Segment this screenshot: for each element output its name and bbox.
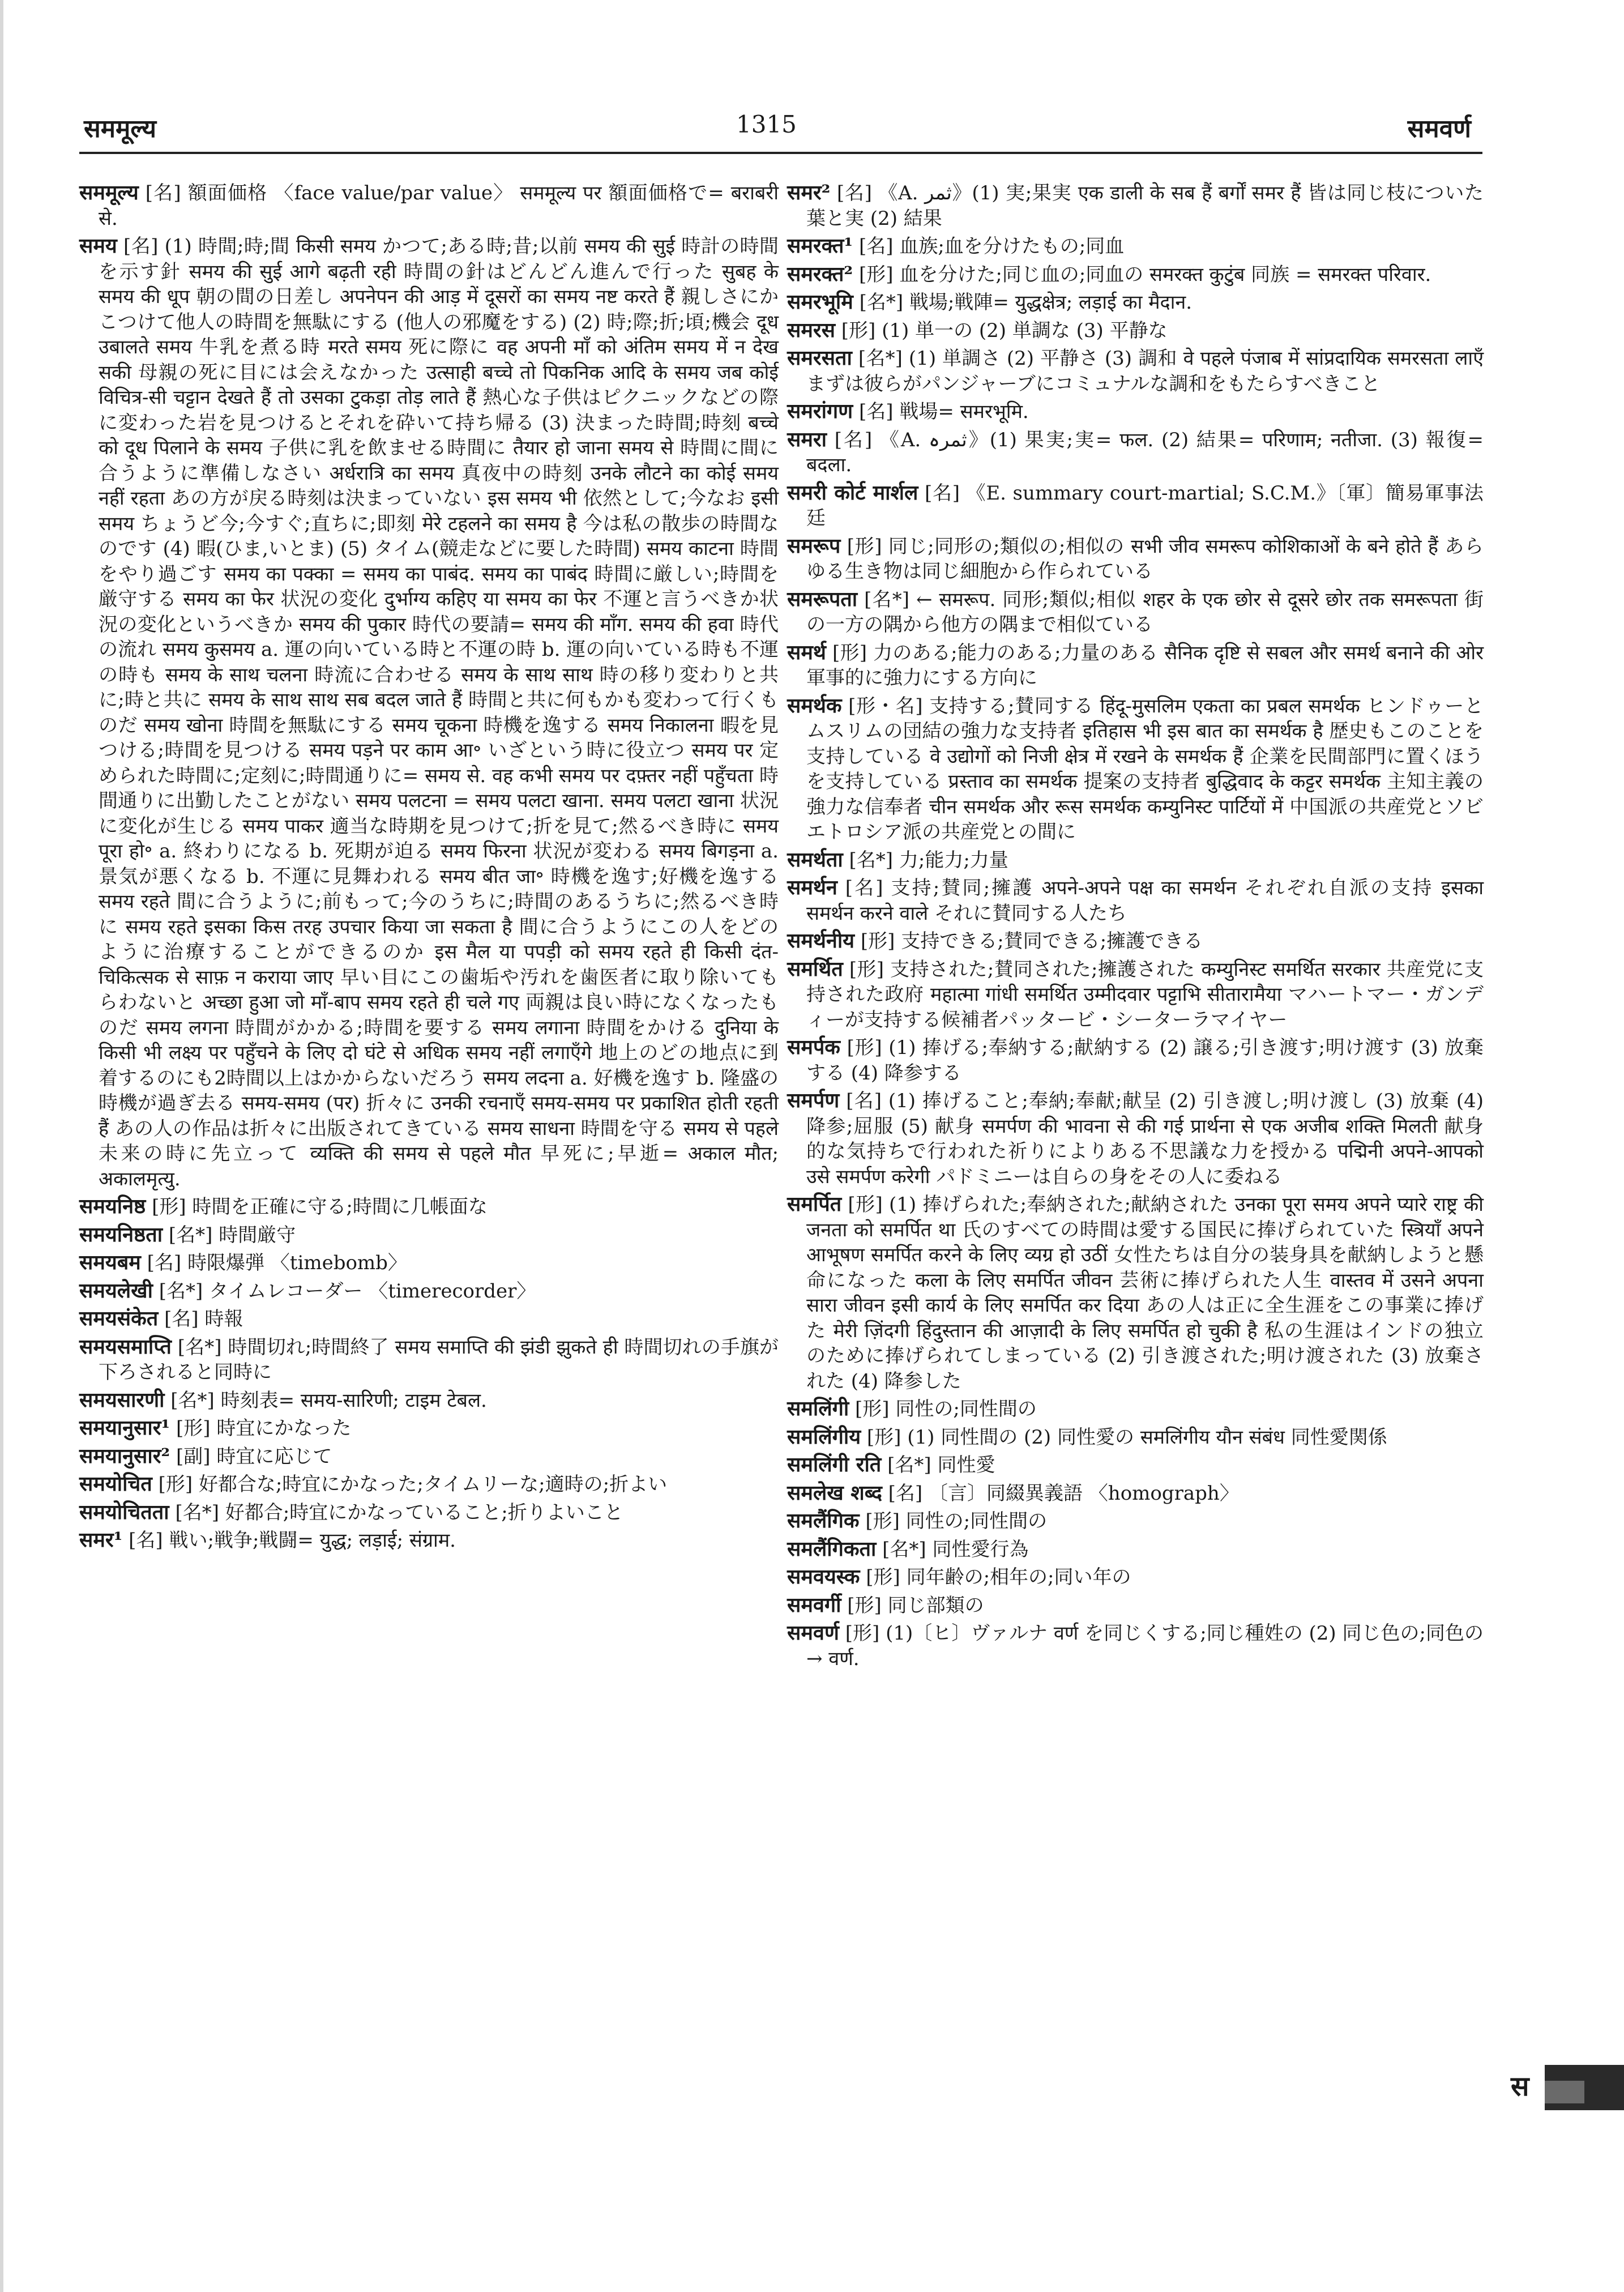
entry-part-of-speech: [形] (847, 535, 882, 558)
entry-headword: समर² (787, 181, 831, 204)
entry-part-of-speech: [形] (158, 1473, 193, 1496)
dictionary-entry (787, 847, 1484, 873)
entry-definition: 《A. ثمر》(1) 実;果実 एक डाली के सब हैं बर्गों समर हैं 皆は同じ枝についた葉と実 (2) 結果 (806, 182, 1484, 230)
entry-headword: समर्थता (787, 847, 843, 872)
entry-part-of-speech: [形] (855, 1398, 890, 1420)
entry-definition: 血族;血を分けたもの;同血 (899, 235, 1125, 258)
entry-headword: समलेख शब्द (787, 1480, 882, 1505)
dictionary-entry (787, 262, 1484, 288)
entry-headword: समलैंगिकता (787, 1536, 877, 1561)
entry-definition: 同じ部類の (887, 1594, 984, 1617)
entry-part-of-speech: [名*] (175, 1501, 219, 1524)
entry-definition: 戦い;戦争;戦闘= युद्ध; लड़ाई; संग्राम. (169, 1529, 456, 1552)
dictionary-entry (787, 480, 1484, 531)
dictionary-entry (787, 957, 1484, 1033)
entry-part-of-speech: [形] (849, 958, 884, 981)
entry-definition: 支持;賛同;擁護 अपने-अपने पक्ष का समर्थन それぞれ自派の支持 इसका समर्थन करने वाले それに賛同する人たち (806, 877, 1484, 925)
entry-headword: समयलेखी (79, 1278, 153, 1303)
entry-definition: 支持できる;賛同できる;擁護できる (901, 930, 1203, 953)
entry-headword: समयबम (79, 1250, 141, 1274)
entry-headword: समवयस्क (787, 1565, 860, 1589)
dictionary-entry (79, 1415, 779, 1441)
dictionary-entry (79, 1222, 779, 1248)
entry-definition: 同年齢の;相年の;同い年の (906, 1566, 1131, 1589)
entry-headword: समरसता (787, 346, 852, 370)
entry-definition: 《E. summary court-martial; S.C.M.》〔軍〕簡易軍事法廷 (806, 481, 1484, 530)
entry-part-of-speech: [副] (176, 1445, 211, 1468)
entry-headword: समरक्त² (787, 262, 853, 286)
entry-part-of-speech: [名] (836, 182, 872, 204)
entry-headword: समर्पक (787, 1035, 840, 1059)
entry-part-of-speech: [名] (845, 877, 883, 899)
dictionary-entry (787, 1480, 1484, 1506)
dictionary-entry (79, 1334, 779, 1385)
dictionary-entry (79, 233, 779, 1192)
entry-part-of-speech: [名*] (177, 1335, 222, 1359)
running-head-left: सममूल्य (84, 114, 156, 143)
entry-part-of-speech: [形] (847, 1594, 882, 1617)
right-column (787, 180, 1484, 1674)
entry-definition: (1) 単調さ (2) 平静さ (3) 調和 वे पहले पंजाब में सांप्रदायिक समरसता लाएँ まずは彼らがパンジャーブにコミュナルな調和をもたらすべきこと (806, 347, 1484, 395)
dictionary-entry (79, 1278, 779, 1304)
dictionary-entry (787, 289, 1484, 315)
dictionary-entry (79, 1471, 779, 1497)
entry-part-of-speech: [名*] (159, 1279, 203, 1303)
entry-part-of-speech: [形] (860, 930, 895, 953)
entry-definition: 時刻表= समय-सारिणी; टाइम टेबल. (220, 1389, 487, 1412)
entry-part-of-speech: [名] (834, 428, 873, 451)
entry-headword: समरा (787, 427, 827, 451)
dictionary-entry (787, 1192, 1484, 1394)
dictionary-entry (787, 640, 1484, 691)
entry-part-of-speech: [名*] (168, 1223, 213, 1247)
entry-headword: समलिंगी रति (787, 1453, 882, 1476)
entry-definition: 戦場= समरभूमि. (899, 400, 1029, 423)
entry-part-of-speech: [名*] (858, 347, 903, 370)
dictionary-entry (787, 399, 1484, 425)
entry-part-of-speech: [形] (866, 1566, 900, 1589)
dictionary-entry (787, 1508, 1484, 1534)
dictionary-entry (787, 1424, 1484, 1450)
dictionary-entry (787, 180, 1484, 231)
entry-headword: समरभूमि (787, 290, 853, 314)
entry-definition: 時宜に応じて (216, 1445, 332, 1468)
entry-definition: 同性愛行為 (932, 1538, 1029, 1561)
entry-definition: 同性の;同性間の (905, 1510, 1048, 1533)
entry-definition: 時宜にかなった (216, 1417, 352, 1440)
dictionary-entry (787, 1536, 1484, 1563)
dictionary-entry (79, 1527, 779, 1553)
entry-definition: 支持する;賛同する हिंदू-मुसलिम एकता का प्रबल समर्थक ヒンドゥーとムスリムの団結の強力な支持者 इतिहास भी इस बात का समर्थक है 歴史もこのことを支持している वे उद्योगों को निजी क्षेत्र में रखने के समर्थक हैं 企業を民間部門に置くほうを支持している प्रस्ताव का समर्थक 提案の支持者 बुद्धिवाद के कट्टर समर्थक 主知主義の強力な信奉者 चीन समर्थक और रूस समर्थक कम्युनिस्ट पार्टियों में 中国派の共産党とソビエトロシア派の共産党との間に (806, 694, 1484, 843)
entry-headword: समयोचित (79, 1472, 152, 1496)
entry-headword: समर्थक (787, 693, 842, 718)
entry-part-of-speech: [形] (841, 319, 876, 342)
entry-definition: (1) 同性間の (2) 同性愛の समलिंगीय यौन संबंध 同性愛関係 (907, 1425, 1387, 1449)
entry-headword: समयसारणी (79, 1388, 165, 1412)
entry-definition: (1) 捧げること;奉納;奉献;献呈 (2) 引き渡し;明け渡し (3) 放棄 (4) 降参;屈服 (5) 献身 समर्पण की भावना से की गई प्रार्थना से एक अजीब शक्ति मिलती 献身的な気持ちで行われた祈りによりある不思議な力を授かる पद्मिनी अपने-आपको उसे समर्पण करेगी パドミニーは自らの身をその人に委ねる (806, 1090, 1484, 1188)
entry-headword: समयनिष्ठता (79, 1222, 163, 1247)
entry-definition: 戦場;戦陣= युद्धक्षेत्र; लड़ाई का मैदान. (909, 291, 1193, 314)
dictionary-entry (79, 1500, 779, 1526)
entry-definition: 好都合な;時宜にかなった;タイムリーな;適時の;折よい (198, 1473, 668, 1496)
entry-definition: (1)〔ヒ〕ヴァルナ वर्ण を同じくする;同じ種姓の (2) 同じ色の;同色の→ वर्ण. (806, 1622, 1484, 1670)
entry-part-of-speech: [名] (888, 1482, 923, 1505)
entry-definition: ← समरूप. 同形;類似;相似 शहर के एक छोर से दूसरे छोर तक समरूपता 街の一方の隅から他方の隅まで相似ている (806, 588, 1484, 636)
dictionary-entry (79, 1306, 779, 1332)
entry-headword: समर¹ (79, 1528, 123, 1552)
dictionary-entry (79, 1388, 779, 1414)
entry-part-of-speech: [形] (865, 1510, 900, 1533)
thumb-index-tab (1511, 2061, 1624, 2116)
entry-definition: 力のある;能力のある;力量のある सैनिक दृष्टि से सबल और समर्थ बनाने की ओर 軍事的に強力にする方向に (806, 641, 1484, 689)
page-number: 1315 (736, 110, 797, 138)
entry-part-of-speech: [名*] (859, 291, 904, 314)
entry-definition: (1) 単一の (2) 単調な (3) 平静な (882, 319, 1168, 342)
dictionary-entry (79, 1250, 779, 1276)
entry-definition: (1) 時間;時;間 किसी समय かつて;ある時;昔;以前 समय की सुई 時計の時間を示す針 समय की सुई आगे बढ़ती रही 時間の針はどんどん進んで行った सुबह के समय की धूप 朝の間の日差し अपनेपन की आड़ में दूसरों का समय नष्ट करते हैं 親しさにかこつけて他人の時間を無駄にする (他人の邪魔をする) (2) 時;際;折;頃;機会 दूध उबालते समय 牛乳を煮る時 मरते समय 死に際に वह अपनी माँ को अंतिम समय में न देख सकी 母親の死に目には会えなかった उत्साही बच्चे तो पिकनिक आदि के समय जब कोई विचित्र-सी चट्टान देखते हैं तो उसका टुकड़ा तोड़ लाते हैं 熱心な子供はピクニックなどの際に変わった岩を見つけるとそれを砕いて持ち帰る (3) 決まった時間;時刻 बच्चे को दूध पिलाने के समय 子供に乳を飲ませる時間に तैयार हो जाना समय से 時間に間に合うように準備しなさい अर्धरात्रि का समय 真夜中の時刻 उनके लौटने का कोई समय नहीं रहता あの方が戻る時刻は決まっていない इस समय भी 依然として;今なお इसी समय ちょうど今;今すぐ;直ちに;即刻 मेरे टहलने का समय है 今は私の散歩の時間なのです (4) 暇(ひま,いとま) (5) タイム(競走などに要した時間) समय काटना 時間をやり過ごす समय का पक्का = समय का पाबंद. समय का पाबंद 時間に厳しい;時間を厳守する समय का फेर 状況の変化 दुर्भाग्य कहिए या समय का फेर 不運と言うべきか状況の変化というべきか समय की पुकार 時代の要請= समय की माँग. समय की हवा 時代の流れ समय कुसमय a. 運の向いている時と不運の時 b. 運の向いている時も不運の時も समय के साथ चलना 時流に合わせる समय के साथ साथ 時の移り変わりと共に;時と共に समय के साथ साथ सब बदल जाते हैं 時間と共に何もかも変わって行くものだ समय खोना 時間を無駄にする समय चूकना 時機を逸する समय निकालना 暇を見つける;時間を見つける समय पड़ने पर काम आ॰ いざという時に役立つ समय पर 定められた時間に;定刻に;時間通りに= समय से. वह कभी समय पर दफ़्तर नहीं पहुँचता 時間通りに出勤したことがない समय पलटना = समय पलटा खाना. समय पलटा खाना 状況に変化が生じる समय पाकर 適当な時期を見つけて;折を見て;然るべき時に समय पूरा हो॰ a. 終わりになる b. 死期が迫る समय फिरना 状況が変わる समय बिगड़ना a. 景気が悪くなる b. 不運に見舞われる समय बीत जा॰ 時機を逸す;好機を逸する समय रहते 間に合うように;前もって;今のうちに;時間のあるうちに;然るべき時に समय रहते इसका किस तरह उपचार किया जा सकता है 間に合うようにこの人をどのように治療することができるのか इस मैल या पपड़ी को समय रहते ही किसी दंत-चिकित्सक से साफ़ न कराया जाए 早い目にこの歯垢や汚れを歯医者に取り除いてもらわないと अच्छा हुआ जो माँ-बाप समय रहते ही चले गए 両親は良い時になくなったものだ समय लगना 時間がかかる;時間を要する समय लगाना 時間をかける दुनिया के किसी भी लक्ष्य पर पहुँचने के लिए दो घंटे से अधिक समय नहीं लगाएँगे 地上のどの地点に到着するのにも2時間以上はかからないだろう समय लदना a. 好機を逸す b. 隆盛の時機が過ぎ去る समय-समय (पर) 折々に उनकी रचनाएँ समय-समय पर प्रकाशित होती रहती हैं あの人の作品は折々に出版されてきている समय साधना 時間を守る समय से पहले 未来の時に先立って व्यक्ति की समय से पहले मौत 早死に;早逝= अकाल मौत; अकालमृत्यु. (99, 235, 779, 1190)
entry-definition: (1) 捧げる;奉納する;献納する (2) 譲る;引き渡す;明け渡す (3) 放棄する (4) 降参する (806, 1036, 1484, 1085)
dictionary-entry (787, 587, 1484, 638)
entry-definition: 同じ;同形の;類似の;相似の सभी जीव समरूप कोशिकाओं के बने होते हैं あらゆる生き物は同じ細胞から作られている (806, 535, 1484, 583)
entry-definition: 時限爆弾 〈timebomb〉 (187, 1252, 407, 1274)
dictionary-entry (787, 693, 1484, 845)
entry-definition: 〔言〕同綴異義語 〈homograph〉 (929, 1482, 1239, 1505)
entry-headword: समर्थ (787, 640, 826, 664)
entry-definition: 額面価格 〈face value/par value〉 सममूल्य पर 額面価格で= बराबरी से. (99, 182, 779, 230)
entry-part-of-speech: [形] (176, 1417, 211, 1440)
header-rule (79, 152, 1482, 154)
entry-definition: (1) 捧げられた;奉納された;献納された उनका पूरा समय अपने प्यारे राष्ट्र की जनता को समर्पित था 氏のすべての時間は愛する国民に捧げられていた स्त्रियाँ अपने आभूषण समर्पित करने के लिए व्यग्र हो उठीं 女性たちは自分の装身具を献納しようと懸命になった कला के लिए समर्पित जीवन 芸術に捧げられた人生 वास्तव में उसने अपना सारा जीवन इसी कार्य के लिए समर्पित कर दिया あの人は正に全生涯をこの事業に捧げた मेरी ज़िंदगी हिंदुस्तान की आज़ादी के लिए समर्पित हो चुकी है 私の生涯はインドの独立のために捧げられてしまっている (2) 引き渡された;明け渡された (3) 放棄された (4) 降参した (806, 1193, 1484, 1393)
entry-headword: समयसंकेत (79, 1307, 159, 1330)
dictionary-entry (79, 1444, 779, 1470)
entry-headword: समर्पण (787, 1089, 840, 1112)
dictionary-entry (787, 1452, 1484, 1478)
dictionary-entry (787, 1564, 1484, 1590)
entry-part-of-speech: [形] (152, 1196, 186, 1218)
dictionary-entry (787, 233, 1484, 259)
entry-headword: समरांगण (787, 399, 853, 423)
running-head-right: समवर्ण (1407, 114, 1471, 143)
dictionary-entry (787, 345, 1484, 396)
entry-part-of-speech: [名*] (849, 848, 894, 872)
entry-part-of-speech: [形] (832, 641, 867, 664)
dictionary-entry (787, 533, 1484, 584)
entry-part-of-speech: [名] (859, 400, 894, 423)
dictionary-entry (79, 1194, 779, 1220)
entry-headword: समयानुसार¹ (79, 1416, 170, 1440)
entry-definition: タイムレコーダー 〈timerecorder〉 (209, 1279, 536, 1303)
entry-headword: समर्थनीय (787, 929, 855, 953)
entry-part-of-speech: [形] (845, 1622, 880, 1645)
left-column (79, 180, 779, 1556)
entry-definition: 力;能力;力量 (899, 848, 1008, 872)
entry-headword: समलैंगिक (787, 1509, 860, 1533)
thumb-index-bar (1545, 2065, 1624, 2110)
entry-definition: 支持された;賛同された;擁護された कम्युनिस्ट समर्थित सरकार 共産党に支持された政府 महात्मा गांधी समर्थित उम्मीदवार पट्टाभि सीतारामैया マハートマー・ガンディーが支持する候補者パッタービ・シーターラマイヤー (806, 958, 1484, 1031)
entry-part-of-speech: [名] (129, 1529, 163, 1552)
entry-definition: 時間切れ;時間終了 समय समाप्ति की झंडी झुकते ही 時間切れの手旗が下ろされると同時に (99, 1335, 779, 1384)
entry-headword: समरस (787, 318, 835, 342)
entry-headword: समरूपता (787, 587, 858, 611)
entry-headword: समलिंगी (787, 1397, 849, 1420)
entry-part-of-speech: [形・名] (848, 694, 923, 718)
entry-headword: समयनिष्ठ (79, 1194, 146, 1218)
entry-headword: समर्थित (787, 957, 843, 981)
entry-part-of-speech: [名] (147, 1252, 182, 1274)
dictionary-entry (787, 318, 1484, 344)
entry-part-of-speech: [形] (858, 263, 894, 286)
dictionary-entry (787, 1620, 1484, 1671)
entry-part-of-speech: [形] (847, 1036, 882, 1059)
entry-part-of-speech: [名] (858, 235, 894, 258)
entry-definition: 好都合;時宜にかなっていること;折りよいこと (225, 1501, 623, 1524)
entry-part-of-speech: [名] (164, 1308, 199, 1330)
entry-part-of-speech: [形] (866, 1425, 901, 1449)
dictionary-entry (79, 180, 779, 231)
entry-part-of-speech: [形] (848, 1193, 883, 1216)
dictionary-entry (787, 928, 1484, 954)
entry-headword: समयोचितता (79, 1500, 169, 1524)
entry-headword: समयानुसार² (79, 1444, 170, 1468)
entry-definition: 血を分けた;同じ血の;同血の समरक्त कुटुंब 同族 = समरक्त परिवार. (899, 263, 1431, 286)
entry-headword: समरूप (787, 533, 841, 558)
dictionary-entry (787, 1035, 1484, 1086)
thumb-index-letter: स (1511, 2071, 1529, 2102)
dictionary-entry (787, 875, 1484, 926)
entry-headword: समरक्त¹ (787, 234, 853, 258)
dictionary-entry (787, 1593, 1484, 1619)
entry-part-of-speech: [名] (123, 235, 159, 258)
entry-headword: समवर्ण (787, 1621, 839, 1645)
scan-edge (0, 0, 3, 2292)
entry-headword: समरी कोर्ट मार्शल (787, 480, 918, 505)
entry-headword: समर्पित (787, 1192, 842, 1216)
dictionary-entry (787, 1396, 1484, 1422)
entry-definition: 時報 (204, 1308, 243, 1330)
entry-part-of-speech: [名] (924, 481, 960, 505)
entry-headword: समवर्गी (787, 1593, 841, 1617)
entry-part-of-speech: [名*] (864, 588, 909, 611)
entry-headword: समय (79, 234, 117, 258)
entry-definition: 時間を正確に守る;時間に几帳面な (192, 1196, 488, 1218)
entry-part-of-speech: [名*] (887, 1454, 931, 1476)
entry-headword: सममूल्य (79, 181, 139, 204)
entry-definition: 同性の;同性間の (895, 1398, 1037, 1420)
entry-part-of-speech: [名] (846, 1090, 882, 1112)
entry-definition: 同性愛 (937, 1454, 995, 1476)
dictionary-entry (787, 1088, 1484, 1189)
entry-definition: 時間厳守 (219, 1223, 296, 1247)
entry-part-of-speech: [名] (145, 182, 181, 204)
entry-part-of-speech: [名*] (882, 1538, 926, 1561)
entry-headword: समयसमाप्ति (79, 1334, 172, 1359)
entry-part-of-speech: [名*] (170, 1389, 215, 1412)
entry-headword: समलिंगीय (787, 1424, 861, 1449)
dictionary-entry (787, 427, 1484, 478)
entry-headword: समर्थन (787, 876, 837, 899)
entry-definition: 《A. ثمرہ》(1) 果実;実= फल. (2) 結果= परिणाम; नतीजा. (3) 報復= बदला. (806, 428, 1484, 476)
